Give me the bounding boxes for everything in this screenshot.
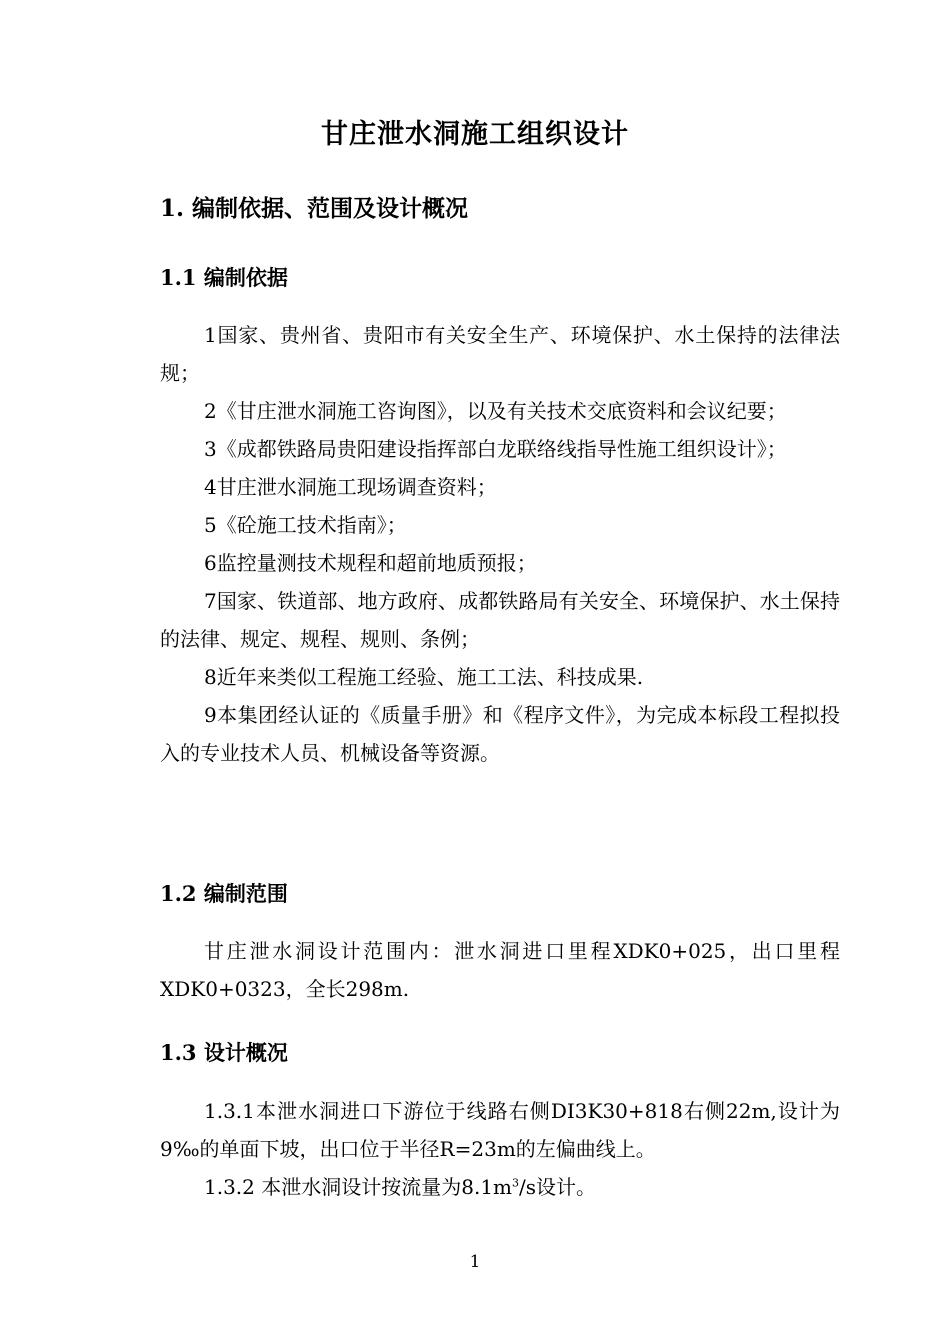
design-paragraph-2-tail: /s设计。 [519,1175,597,1199]
list-item: 8近年来类似工程施工经验、施工工法、科技成果. [204,665,644,689]
section-1-heading: 1. 编制依据、范围及设计概况 [160,195,469,222]
list-item: 7国家、铁道部、地方政府、成都铁路局有关安全、环境保护、水土保持的法律、规定、规程、规则、条例； [160,589,840,651]
basis-list [160,316,840,772]
list-item: 2《甘庄泄水洞施工咨询图》，以及有关技术交底资料和会议纪要； [204,399,787,423]
section-1-1-heading: 1.1 编制依据 [160,265,288,290]
list-item: 1国家、贵州省、贵阳市有关安全生产、环境保护、水土保持的法律法规； [160,323,840,385]
list-item: 4甘庄泄水洞施工现场调查资料； [204,475,497,499]
page-number: 1 [469,1252,481,1272]
superscript-3: 3 [512,1176,520,1190]
section-1-3-heading: 1.3 设计概况 [160,1040,288,1065]
list-item: 5《砼施工技术指南》； [204,513,407,537]
list-item: 9本集团经认证的《质量手册》和《程序文件》，为完成本标段工程拟投入的专业技术人员、机械设备等资源。 [160,703,840,765]
design-paragraph-1: 1.3.1本泄水洞进口下游位于线路右侧DI3K30+818右侧22m,设计为9‰的单面下坡，出口位于半径R=23m的左偏曲线上。 [160,1099,840,1161]
list-item: 3《成都铁路局贵阳建设指挥部白龙联络线指导性施工组织设计》； [204,437,787,461]
scope-paragraph: 甘庄泄水洞设计范围内：泄水洞进口里程XDK0+025，出口里程XDK0+0323，全长298m. [160,939,840,1001]
design-paragraph-2 [160,1168,840,1206]
list-item: 6监控量测技术规程和超前地质预报； [204,551,537,575]
design-paragraph-2-text: 1.3.2 本泄水洞设计按流量为8.1m [204,1175,513,1199]
document-title: 甘庄泄水洞施工组织设计 [321,119,629,150]
section-1-2-heading: 1.2 编制范围 [160,881,288,906]
